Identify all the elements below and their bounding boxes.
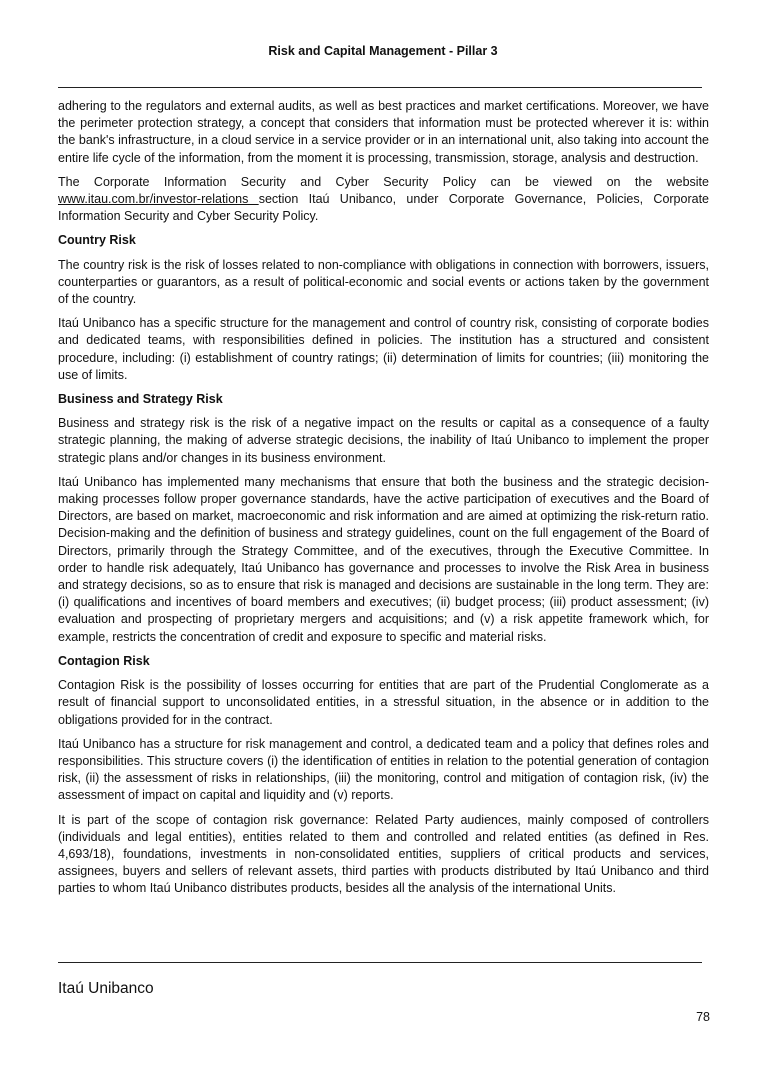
contagion-risk-heading: Contagion Risk [58,653,150,668]
policy-text-after: section Itaú Unibanco, under Corporate Governance, Policies, Corporate Information Security and Cyber Security Policy. [58,192,709,224]
contagion-risk-paragraph-1: Contagion Risk is the possibility of losses occurring for entities that are part of the Prudential Conglomerate as a result of financial support to unconsolidated entities, in a stressful situation, in the absence or in addition to the obligations provided for in the contract. [58,678,709,727]
page-header-title: Risk and Capital Management - Pillar 3 [268,44,498,58]
investor-relations-link[interactable]: www.itau.com.br/investor-relations [58,192,259,207]
policy-text-before: The Corporate Information Security and Cyber Security Policy can be viewed on the website [58,174,709,189]
business-risk-paragraph-1: Business and strategy risk is the risk of a negative impact on the results or capital as a consequence of a faulty strategic planning, the making of adverse strategic decisions, the inability of Itaú Unibanco to implement the proper strategic plans and/or changes in its business environment. [58,416,709,465]
country-risk-paragraph-1: The country risk is the risk of losses related to non-compliance with obligations in connection with borrowers, issuers, counterparties or guarantors, as a result of political-economic and social events or actions taken by the government of the country. [58,257,709,307]
country-risk-heading: Country Risk [58,233,136,248]
business-risk-paragraph-2: Itaú Unibanco has implemented many mechanisms that ensure that both the business and the strategic decision-making processes follow proper governance standards, have the active participation of executives and the Board of Directors, are based on market, macroeconomic and risk information and are aimed at optimizing the risk-return ratio. Decision-making and the definition of business and strategy guidelines, count on the full engagement of the Board of Directors, primarily through the Strategy Committee, and of the executives, through the Executive Committee. In order to handle risk adequately, Itaú Unibanco has governance and processes to involve the Risk Area in business and strategy decisions, so as to ensure that risk is managed and decisions are sustainable in the long term. They are: (i) qualifications and incentives of board members and executives; (ii) budget process; (iii) product assessment; (iv) evaluation and prospecting of proprietary mergers and acquisitions; and (v) a risk appetite framework which, for example, restricts the concentration of credit and exposure to specific and material risks. [58,474,709,644]
header-divider [58,87,702,88]
footer-company-name: Itaú Unibanco [58,980,154,997]
page-number: 78 [696,1010,710,1024]
policy-paragraph [58,174,709,226]
document-body [58,98,709,905]
contagion-risk-paragraph-2: Itaú Unibanco has a structure for risk management and control, a dedicated team and a policy that defines roles and responsibilities. This structure covers (i) the identification of entities in relation to the potential generation of contagion risk, (ii) the assessment of risks in relationships, (iii) the monitoring, control and mitigation of contagion risk, (iv) the assessment of impact on capital and liquidity and (v) reports. [58,736,709,803]
contagion-risk-paragraph-3: It is part of the scope of contagion risk governance: Related Party audiences, mainly composed of controllers (individuals and legal entities), entities related to them and controlled and related entities (as defined in Res. 4,693/18), foundations, investments in non-consolidated entities, suppliers of critical products and services, assignees, buyers and sellers of relevant assets, third parties with products distributed by Itaú Unibanco and third parties to whom Itaú Unibanco distributes products, besides all the analysis of the international Units. [58,812,709,896]
intro-paragraph: adhering to the regulators and external audits, as well as best practices and market certifications. Moreover, we have the perimeter protection strategy, a concept that considers that information must be protected wherever it is: within the bank's infrastructure, in a cloud service in a service provider or in an international unit, also taking into account the entire life cycle of the information, from the moment it is processing, transmission, storage, analysis and destruction. [58,99,709,165]
footer-divider [58,962,702,963]
country-risk-paragraph-2: Itaú Unibanco has a specific structure for the management and control of country risk, consisting of corporate bodies and dedicated teams, with responsibilities defined in policies. The institution has a structured and consistent procedure, including: (i) establishment of country ratings; (ii) determination of limits for countries; (iii) monitoring the use of limits. [58,316,709,382]
business-risk-heading: Business and Strategy Risk [58,392,223,407]
